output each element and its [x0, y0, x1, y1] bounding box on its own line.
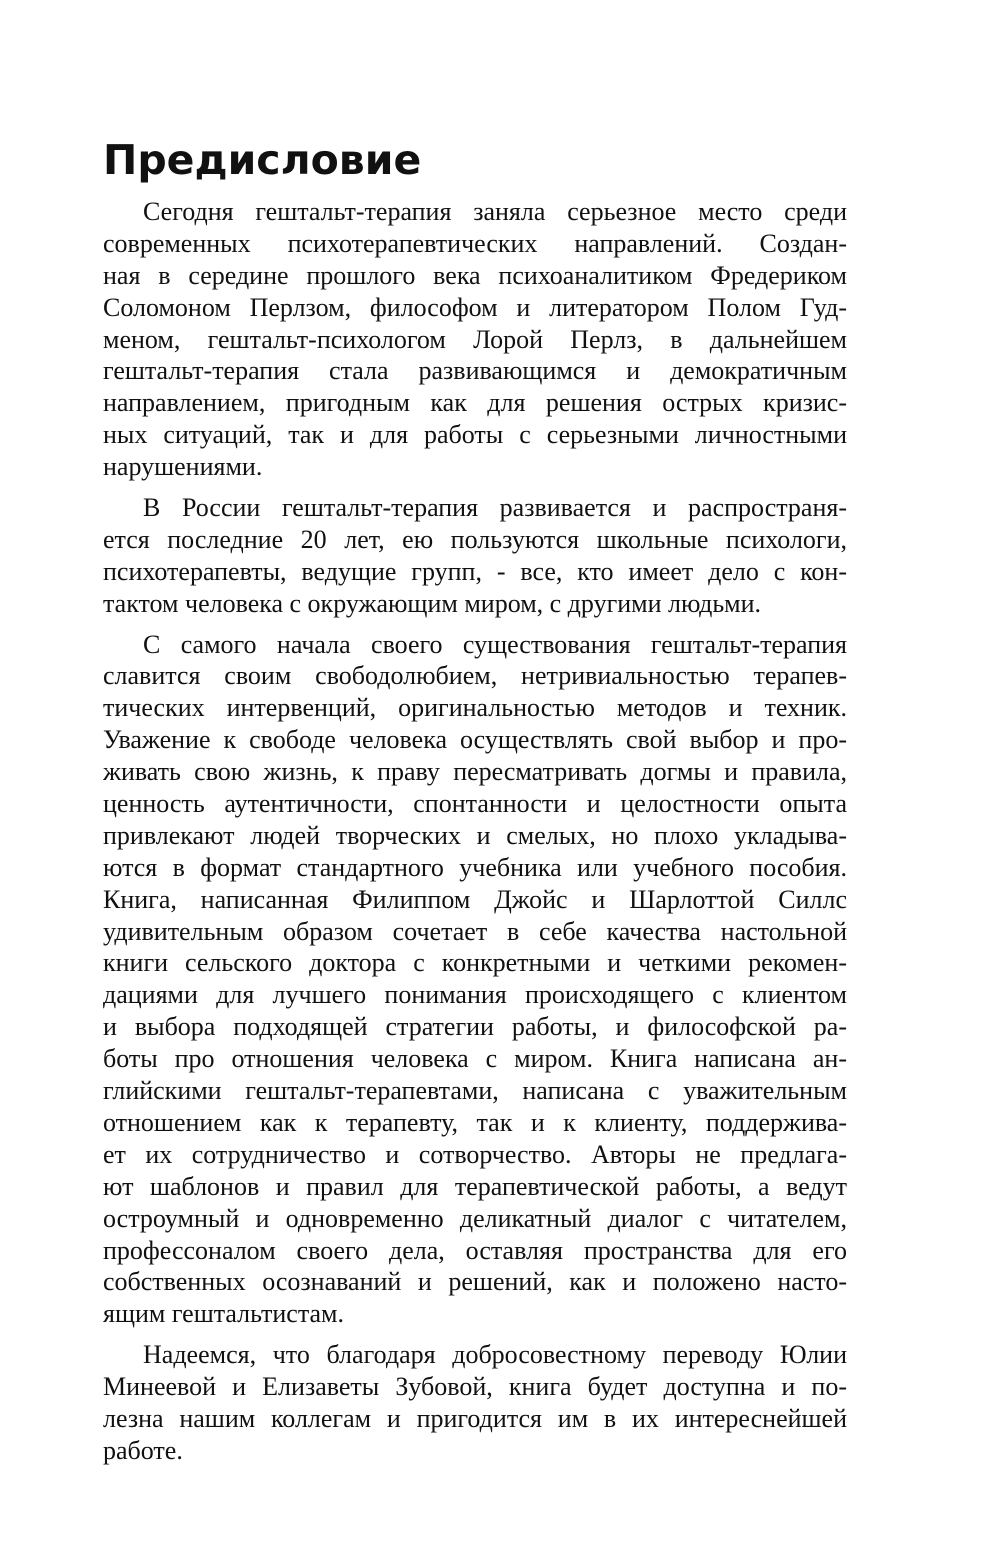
text-line: ют шаблонов и правил для терапевтической работы, а ведут: [103, 1171, 847, 1201]
text-line: книги сельского доктора с конкретными и четкими рекомен-: [103, 948, 847, 978]
text-line: дациями для лучшего понимания происходящего с клиентом: [103, 980, 847, 1010]
text-line: меном, гештальт-психологом Лорой Перлз, в дальнейшем: [103, 324, 847, 354]
text-line: нарушениями.: [103, 452, 263, 482]
text-line: и выбора подходящей стратегии работы, и философской ра-: [103, 1012, 847, 1042]
page-title: Предисловие: [103, 136, 422, 184]
text-line: профессоналом своего дела, оставляя пространства для его: [103, 1235, 847, 1265]
text-line: В России гештальт-терапия развивается и распространя-: [143, 493, 847, 523]
text-line: С самого начала своего существования гештальт-терапия: [143, 629, 847, 659]
text-line: ных ситуаций, так и для работы с серьезными личностными: [103, 420, 847, 450]
text-line: ная в середине прошлого века психоаналитиком Фредериком: [103, 260, 847, 290]
text-line: отношением как к терапевту, так и к клиенту, поддержива-: [103, 1107, 847, 1137]
text-line: Сегодня гештальт-терапия заняла серьезное место среди: [143, 197, 847, 226]
text-line: Уважение к свободе человека осуществлять свой выбор и про-: [103, 725, 847, 755]
text-line: работе.: [103, 1435, 183, 1465]
text-line: Книга, написанная Филиппом Джойс и Шарлоттой Силлс: [103, 884, 847, 914]
text-line: боты про отношения человека с миром. Книга написана ан-: [103, 1044, 847, 1074]
text-line: собственных осознаваний и решений, как и положено насто-: [103, 1267, 847, 1297]
paragraph-3: [103, 629, 847, 1331]
text-line: современных психотерапевтических направлений. Создан-: [103, 228, 847, 258]
paragraph-4: [103, 1339, 847, 1467]
text-line: остроумный и одновременно деликатный диалог с читателем,: [103, 1203, 847, 1233]
text-line: тактом человека с окружающим миром, с другими людьми.: [103, 588, 762, 618]
text-line: славится своим свободолюбием, нетривиальностью терапев-: [103, 661, 847, 691]
paragraph-2: [103, 492, 847, 620]
text-line: Минеевой и Елизаветы Зубовой, книга будет доступна и по-: [103, 1372, 847, 1402]
text-line: привлекают людей творческих и смелых, но плохо укладыва-: [103, 820, 847, 850]
paragraph-1: [103, 196, 847, 483]
text-line: ценность аутентичности, спонтанности и целостности опыта: [103, 789, 847, 819]
text-line: гештальт-терапия стала развивающимся и демократичным: [103, 356, 847, 386]
text-line: психотерапевты, ведущие групп, - все, кто имеет дело с кон-: [103, 556, 847, 586]
text-line: ется последние 20 лет, ею пользуются школьные психологи,: [103, 524, 847, 554]
text-line: направлением, пригодным как для решения острых кризис-: [103, 388, 847, 418]
text-line: тических интервенций, оригинальностью методов и техник.: [103, 693, 847, 723]
text-line: Надеемся, что благодаря добросовестному переводу Юлии: [143, 1340, 847, 1370]
text-line: удивительным образом сочетает в себе качества настольной: [103, 916, 847, 946]
text-line: глийскими гештальт-терапевтами, написана с уважительным: [103, 1076, 847, 1106]
text-line: лезна нашим коллегам и пригодится им в их интереснейшей: [103, 1403, 847, 1433]
preface-body: [103, 196, 847, 1476]
text-line: Соломоном Перлзом, философом и литератором Полом Гуд-: [103, 292, 847, 322]
text-line: ет их сотрудничество и сотворчество. Авторы не предлага-: [103, 1139, 847, 1169]
text-line: ящим гештальтистам.: [103, 1299, 345, 1329]
text-line: ются в формат стандартного учебника или учебного пособия.: [103, 852, 847, 882]
text-line: живать свою жизнь, к праву пересматривать догмы и правила,: [103, 757, 847, 787]
